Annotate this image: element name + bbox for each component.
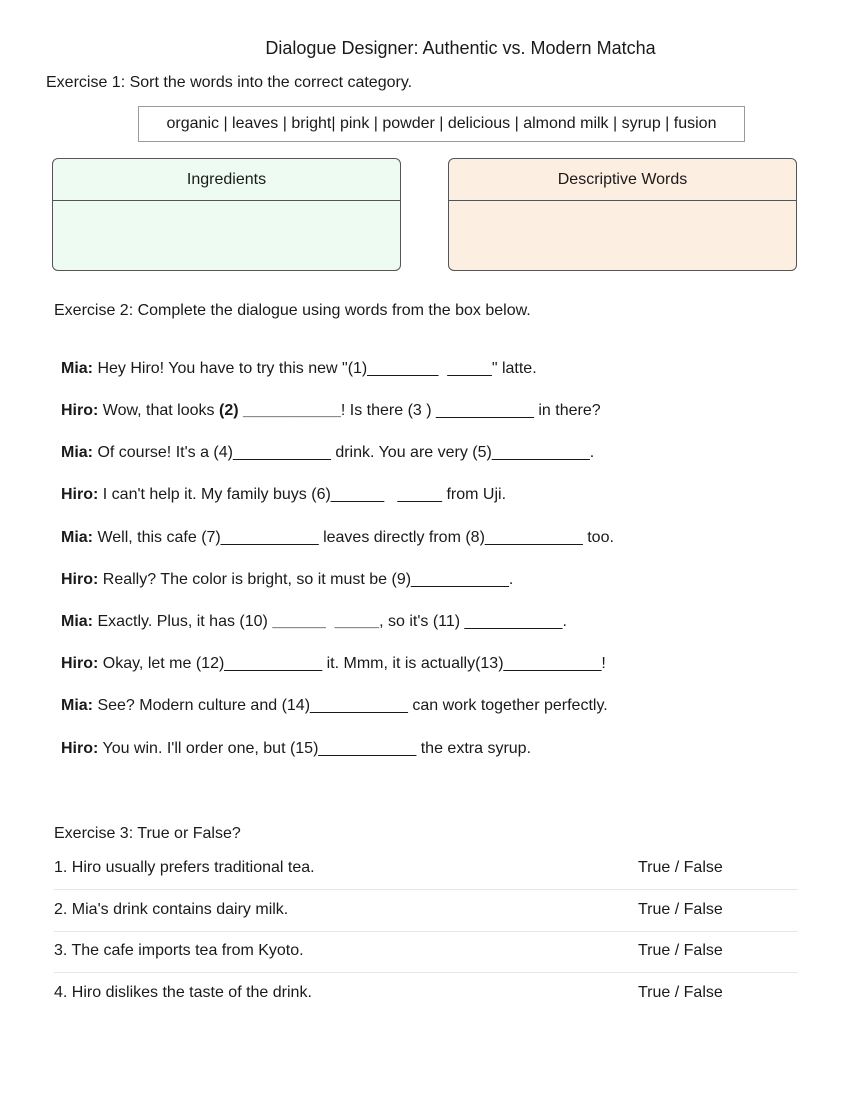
line-text: See? Modern culture and (14)___________ can work together perfectly. bbox=[93, 697, 608, 714]
tf-statement: 4. Hiro dislikes the taste of the drink. bbox=[54, 984, 312, 1001]
speaker: Hiro: bbox=[61, 740, 99, 757]
speaker: Mia: bbox=[61, 697, 93, 714]
exercise2-instruction: Exercise 2: Complete the dialogue using words from the box below. bbox=[54, 302, 531, 319]
dialogue-line bbox=[61, 444, 594, 462]
speaker: Mia: bbox=[61, 529, 93, 546]
line-text-bold: ______ _____ bbox=[272, 613, 380, 630]
line-text: Hey Hiro! You have to try this new "(1)________ _____" latte. bbox=[93, 360, 537, 377]
speaker: Mia: bbox=[61, 360, 93, 377]
true-false-row bbox=[54, 932, 798, 973]
tf-options[interactable]: True / False bbox=[638, 901, 723, 918]
tf-options[interactable]: True / False bbox=[638, 859, 723, 876]
dialogue-line bbox=[61, 655, 606, 673]
tf-statement: 1. Hiro usually prefers traditional tea. bbox=[54, 859, 315, 876]
dialogue-line bbox=[61, 486, 506, 504]
speaker: Hiro: bbox=[61, 655, 99, 672]
line-text: Exactly. Plus, it has (10) bbox=[93, 613, 273, 630]
page-title: Dialogue Designer: Authentic vs. Modern Matcha bbox=[265, 38, 656, 58]
true-false-row bbox=[54, 891, 798, 932]
category-box-descriptive-words bbox=[448, 158, 797, 271]
category-heading: Descriptive Words bbox=[449, 159, 796, 201]
speaker: Mia: bbox=[61, 444, 93, 461]
line-text: You win. I'll order one, but (15)___________ the extra syrup. bbox=[98, 740, 532, 757]
dialogue-line bbox=[61, 613, 567, 631]
line-text: , so it's (11) ___________. bbox=[379, 613, 567, 630]
tf-statement: 3. The cafe imports tea from Kyoto. bbox=[54, 942, 304, 959]
line-text: ! Is there (3 ) ___________ in there? bbox=[340, 402, 601, 419]
tf-options[interactable]: True / False bbox=[638, 984, 723, 1001]
category-heading: Ingredients bbox=[53, 159, 400, 201]
speaker: Hiro: bbox=[61, 571, 99, 588]
exercise3-instruction: Exercise 3: True or False? bbox=[54, 825, 241, 842]
dialogue-line bbox=[61, 402, 601, 420]
line-text: I can't help it. My family buys (6)______ _____ from Uji. bbox=[98, 486, 507, 503]
line-text: Of course! It's a (4)___________ drink. You are very (5)___________. bbox=[93, 444, 595, 461]
tf-options[interactable]: True / False bbox=[638, 942, 723, 959]
dialogue-line bbox=[61, 697, 608, 715]
word-bank: organic | leaves | bright| pink | powder | delicious | almond milk | syrup | fusion bbox=[138, 106, 745, 142]
dialogue-line bbox=[61, 360, 537, 378]
dialogue-line bbox=[61, 529, 614, 547]
speaker: Hiro: bbox=[61, 486, 99, 503]
line-text: Well, this cafe (7)___________ leaves directly from (8)___________ too. bbox=[93, 529, 614, 546]
tf-statement: 2. Mia's drink contains dairy milk. bbox=[54, 901, 289, 918]
true-false-row bbox=[54, 849, 798, 890]
line-text: Really? The color is bright, so it must be (9)___________. bbox=[98, 571, 514, 588]
line-text: Okay, let me (12)___________ it. Mmm, it is actually(13)___________! bbox=[98, 655, 606, 672]
category-box-ingredients bbox=[52, 158, 401, 271]
line-text-bold: (2) ___________ bbox=[218, 402, 341, 419]
line-text: Wow, that looks bbox=[98, 402, 219, 419]
dialogue-line bbox=[61, 740, 531, 758]
true-false-row bbox=[54, 974, 798, 1015]
dialogue-line bbox=[61, 571, 513, 589]
exercise1-instruction: Exercise 1: Sort the words into the correct category. bbox=[46, 74, 413, 91]
speaker: Hiro: bbox=[61, 402, 99, 419]
speaker: Mia: bbox=[61, 613, 93, 630]
